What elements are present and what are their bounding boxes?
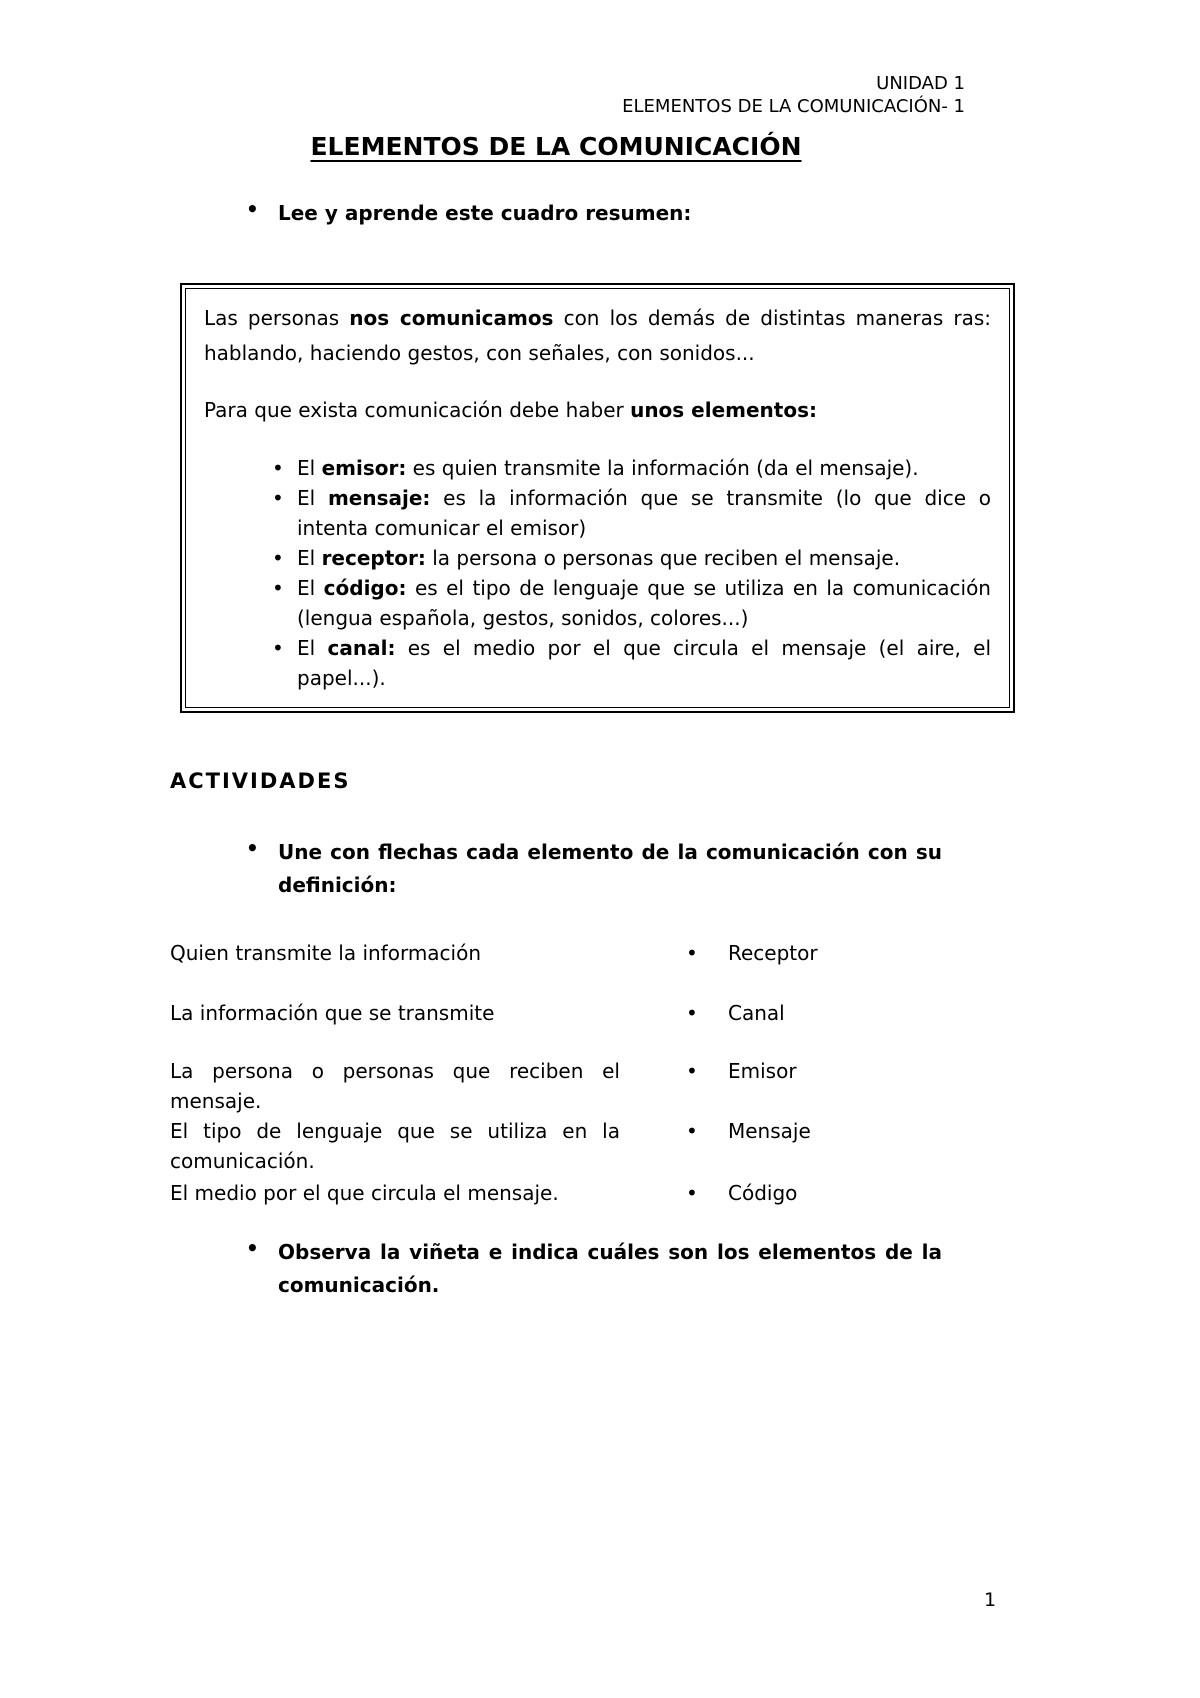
- box-intro-line-2: hablando, haciendo gestos, con señales, con sonidos...: [204, 341, 755, 365]
- definition-text: La persona o personas que reciben el: [170, 1059, 620, 1083]
- bullet-icon: •: [686, 1001, 698, 1025]
- bullet-icon: •: [272, 456, 284, 480]
- page-number: 1: [984, 1589, 997, 1611]
- instruction-une: [246, 836, 942, 902]
- box-intro-paragraph: [204, 301, 991, 371]
- summary-box: [180, 283, 1015, 713]
- term-label: Código: [728, 1181, 798, 1205]
- definition-text: mensaje.: [170, 1089, 262, 1113]
- instruction-une-line-2: definición:: [278, 873, 397, 897]
- definition-text: Quien transmite la información: [170, 941, 482, 965]
- term-item: [686, 938, 818, 968]
- term-item: [686, 1178, 797, 1208]
- definition-text: El tipo de lenguaje que se utiliza en la: [170, 1119, 620, 1143]
- bullet-icon: •: [272, 546, 284, 570]
- instruction-une-line-1: Une con flechas cada elemento de la comunicación con su: [278, 840, 942, 864]
- box-elements-paragraph: Para que exista comunicación debe haber unos elementos:: [204, 398, 817, 422]
- list-item-canal: [204, 633, 991, 693]
- term-item: [686, 1056, 797, 1086]
- bullet-icon: •: [246, 836, 259, 860]
- matching-row: [170, 1116, 942, 1178]
- item-line: El receptor: la persona o personas que reciben el mensaje.: [297, 546, 901, 570]
- bullet-icon: •: [246, 1236, 259, 1260]
- list-item-mensaje: [204, 483, 991, 543]
- instruction-observa-line-1: Observa la viñeta e indica cuáles son los elementos de la: [278, 1240, 942, 1264]
- term-label: Receptor: [728, 941, 818, 965]
- item-line: intenta comunicar el emisor): [297, 516, 587, 540]
- bullet-icon: •: [686, 1059, 698, 1083]
- matching-exercise: [170, 938, 942, 1208]
- header-unit-line: UNIDAD 1: [876, 73, 965, 94]
- list-item-emisor: [204, 453, 991, 483]
- definition-text: La información que se transmite: [170, 1001, 495, 1025]
- list-item-codigo: [204, 573, 991, 633]
- item-line: El código: es el tipo de lenguaje que se utiliza en la comunicación: [297, 576, 991, 600]
- item-line: papel...).: [297, 666, 386, 690]
- page-title: [170, 132, 942, 161]
- item-line: (lengua española, gestos, sonidos, colores...): [297, 606, 749, 630]
- matching-row: [170, 1178, 942, 1208]
- item-line: El mensaje: es la información que se transmite (lo que dice o: [297, 486, 991, 510]
- bullet-icon: •: [272, 636, 284, 660]
- box-elements-list: [204, 453, 991, 693]
- bullet-icon: •: [686, 941, 698, 965]
- box-intro-line-1: Las personas nos comunicamos con los demás de distintas maneras ras:: [204, 306, 991, 330]
- item-line: El canal: es el medio por el que circula el mensaje (el aire, el: [297, 636, 991, 660]
- bullet-icon: •: [272, 576, 284, 600]
- bullet-icon: •: [246, 197, 259, 221]
- summary-box-inner: [185, 288, 1010, 708]
- page-title-text: ELEMENTOS DE LA COMUNICACIÓN: [310, 132, 802, 161]
- bullet-icon: •: [686, 1181, 698, 1205]
- instruction-observa: [246, 1236, 942, 1302]
- list-item-receptor: [204, 543, 991, 573]
- bullet-icon: •: [272, 486, 284, 510]
- term-item: [686, 998, 785, 1028]
- bullet-icon: •: [686, 1119, 698, 1143]
- term-item: [686, 1116, 811, 1146]
- section-heading-actividades: ACTIVIDADES: [170, 769, 351, 793]
- definition-text: comunicación.: [170, 1149, 315, 1173]
- definition-text: El medio por el que circula el mensaje.: [170, 1181, 559, 1205]
- matching-row: [170, 938, 942, 998]
- item-line: El emisor: es quien transmite la información (da el mensaje).: [297, 456, 919, 480]
- term-label: Canal: [728, 1001, 785, 1025]
- header-chapter-line: ELEMENTOS DE LA COMUNICACIÓN- 1: [622, 96, 965, 117]
- term-label: Emisor: [728, 1059, 797, 1083]
- matching-row: [170, 1056, 942, 1116]
- matching-row: [170, 998, 942, 1056]
- instruction-lee-text: Lee y aprende este cuadro resumen:: [278, 201, 692, 225]
- instruction-lee: [246, 197, 942, 230]
- header: [0, 72, 965, 118]
- term-label: Mensaje: [728, 1119, 811, 1143]
- instruction-observa-line-2: comunicación.: [278, 1273, 440, 1297]
